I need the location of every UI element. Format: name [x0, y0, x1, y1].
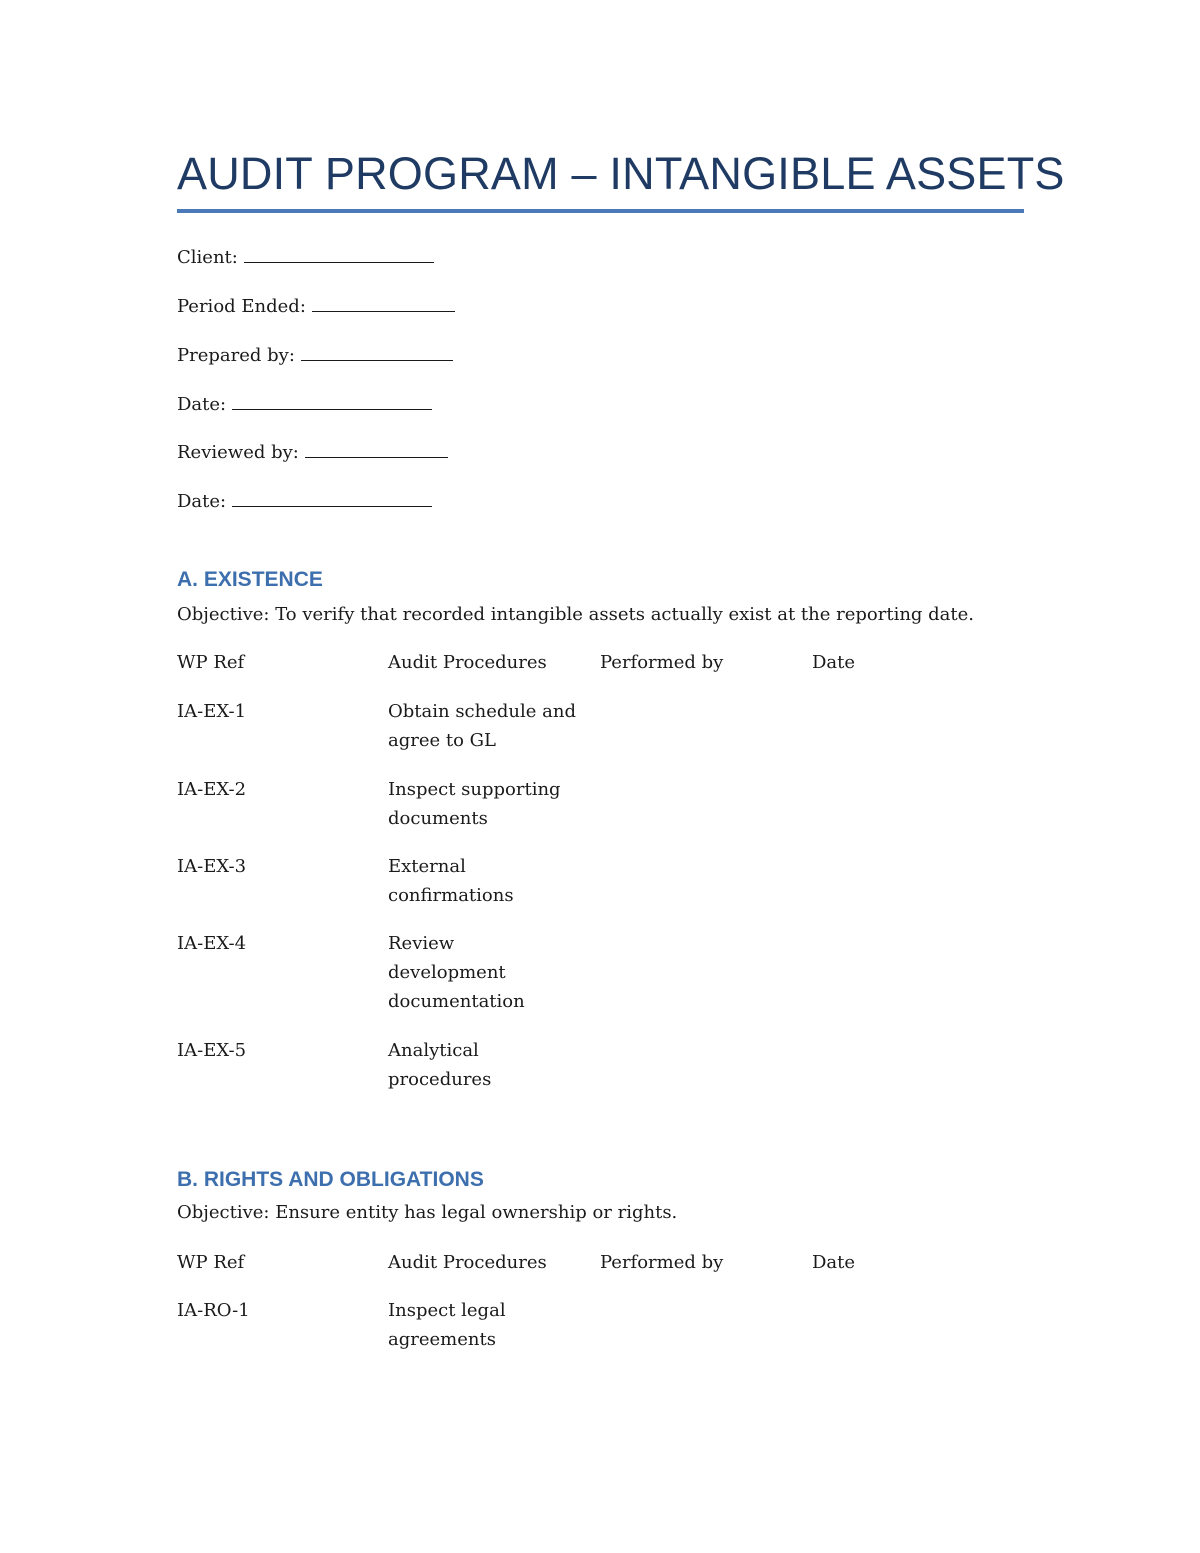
blank-line — [301, 342, 453, 361]
column-header-performed-by: Performed by — [600, 1252, 724, 1273]
blank-line — [305, 439, 448, 458]
row-procedure: Inspect supporting documents — [388, 779, 561, 829]
section-objective: Objective: Ensure entity has legal ownership or rights. — [177, 1202, 678, 1223]
column-header-wp-ref: WP Ref — [177, 652, 245, 673]
document-title: AUDIT PROGRAM – INTANGIBLE ASSETS — [177, 148, 1065, 199]
section-heading-existence: A. EXISTENCE — [177, 568, 323, 591]
field-prepared-date — [177, 391, 432, 417]
field-label: Period Ended: — [177, 296, 306, 317]
field-prepared-by — [177, 342, 453, 368]
title-underline — [177, 209, 1024, 213]
column-header-date: Date — [812, 1252, 856, 1273]
section-heading-rights-and-obligations: B. RIGHTS AND OBLIGATIONS — [177, 1168, 484, 1191]
field-period-ended — [177, 293, 455, 319]
column-header-performed-by: Performed by — [600, 652, 724, 673]
column-header-audit-procedures: Audit Procedures — [388, 652, 547, 673]
row-procedure: Inspect legal agreements — [388, 1300, 506, 1350]
blank-line — [312, 293, 455, 312]
row-wp-ref: IA-EX-5 — [177, 1040, 247, 1061]
row-procedure: Obtain schedule and agree to GL — [388, 701, 576, 751]
field-client — [177, 244, 434, 270]
field-label: Date: — [177, 491, 227, 512]
column-header-date: Date — [812, 652, 856, 673]
section-objective: Objective: To verify that recorded intangible assets actually exist at the reporting date. — [177, 604, 975, 625]
field-reviewed-date — [177, 488, 432, 514]
row-wp-ref: IA-EX-4 — [177, 933, 247, 954]
row-wp-ref: IA-EX-2 — [177, 779, 247, 800]
row-wp-ref: IA-EX-3 — [177, 856, 247, 877]
column-header-audit-procedures: Audit Procedures — [388, 1252, 547, 1273]
row-wp-ref: IA-EX-1 — [177, 701, 247, 722]
row-procedure: External confirmations — [388, 856, 514, 906]
field-label: Date: — [177, 394, 227, 415]
field-label: Prepared by: — [177, 345, 295, 366]
row-wp-ref: IA-RO-1 — [177, 1300, 250, 1321]
field-reviewed-by — [177, 439, 448, 465]
row-procedure: Review development documentation — [388, 933, 525, 1012]
column-header-wp-ref: WP Ref — [177, 1252, 245, 1273]
blank-line — [232, 488, 432, 507]
field-label: Client: — [177, 247, 238, 268]
blank-line — [232, 391, 432, 410]
blank-line — [244, 244, 434, 263]
row-procedure: Analytical procedures — [388, 1040, 492, 1090]
field-label: Reviewed by: — [177, 442, 299, 463]
